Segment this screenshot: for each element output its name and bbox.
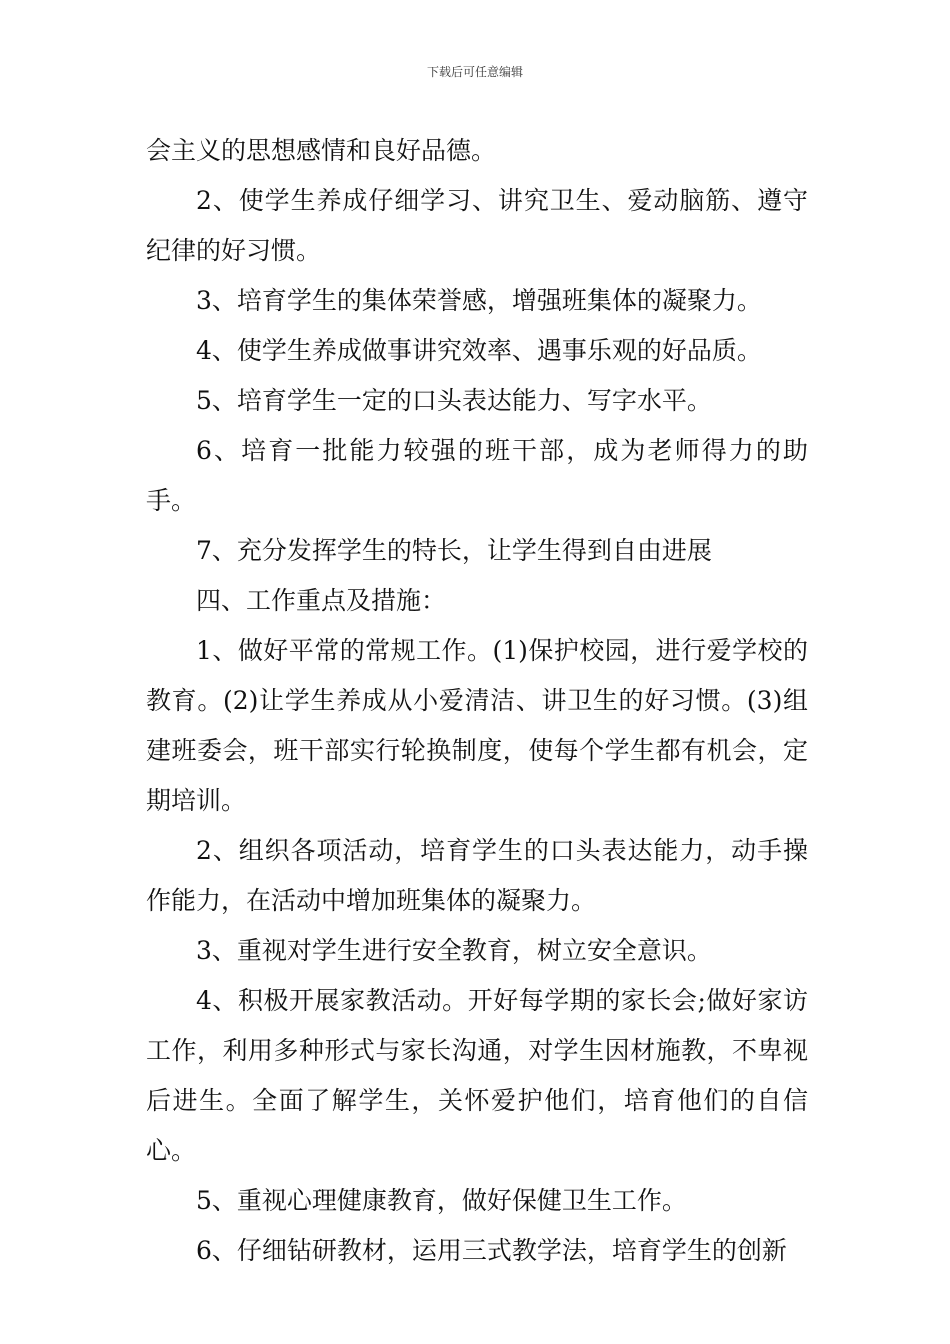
paragraph-5: 5、培育学生一定的口头表达能力、写字水平。 — [196, 386, 712, 415]
paragraph-14: 6、仔细钻研教材，运用三式教学法，培育学生的创新 — [196, 1236, 787, 1265]
paragraph-7: 7、充分发挥学生的特长，让学生得到自由进展 — [196, 536, 712, 565]
paragraph-13: 5、重视心理健康教育，做好保健卫生工作。 — [196, 1186, 687, 1215]
document-body — [146, 126, 808, 1276]
paragraph-1: 会主义的思想感情和良好品德。 — [146, 136, 497, 165]
paragraph-9: 1、做好平常的常规工作。(1)保护校园，进行爱学校的教育。(2)让学生养成从小爱清洁、讲卫生的好习惯。(3)组建班委会，班干部实行轮换制度，使每个学生都有机会，定期培训。 — [146, 636, 808, 815]
paragraph-12: 4、积极开展家教活动。开好每学期的家长会;做好家访工作，利用多种形式与家长沟通，对学生因材施教，不卑视后进生。全面了解学生，关怀爱护他们，培育他们的自信心。 — [146, 986, 808, 1165]
paragraph-2: 2、使学生养成仔细学习、讲究卫生、爱动脑筋、遵守纪律的好习惯。 — [146, 186, 808, 265]
paragraph-6: 6、培育一批能力较强的班干部，成为老师得力的助手。 — [146, 436, 808, 515]
paragraph-10: 2、组织各项活动，培育学生的口头表达能力，动手操作能力，在活动中增加班集体的凝聚力。 — [146, 836, 808, 915]
paragraph-3: 3、培育学生的集体荣誉感，增强班集体的凝聚力。 — [196, 286, 762, 315]
paragraph-4: 4、使学生养成做事讲究效率、遇事乐观的好品质。 — [196, 336, 762, 365]
paragraph-11: 3、重视对学生进行安全教育，树立安全意识。 — [196, 936, 712, 965]
page-header-note: 下载后可任意编辑 — [426, 65, 523, 79]
section-heading: 四、工作重点及措施： — [196, 586, 447, 615]
